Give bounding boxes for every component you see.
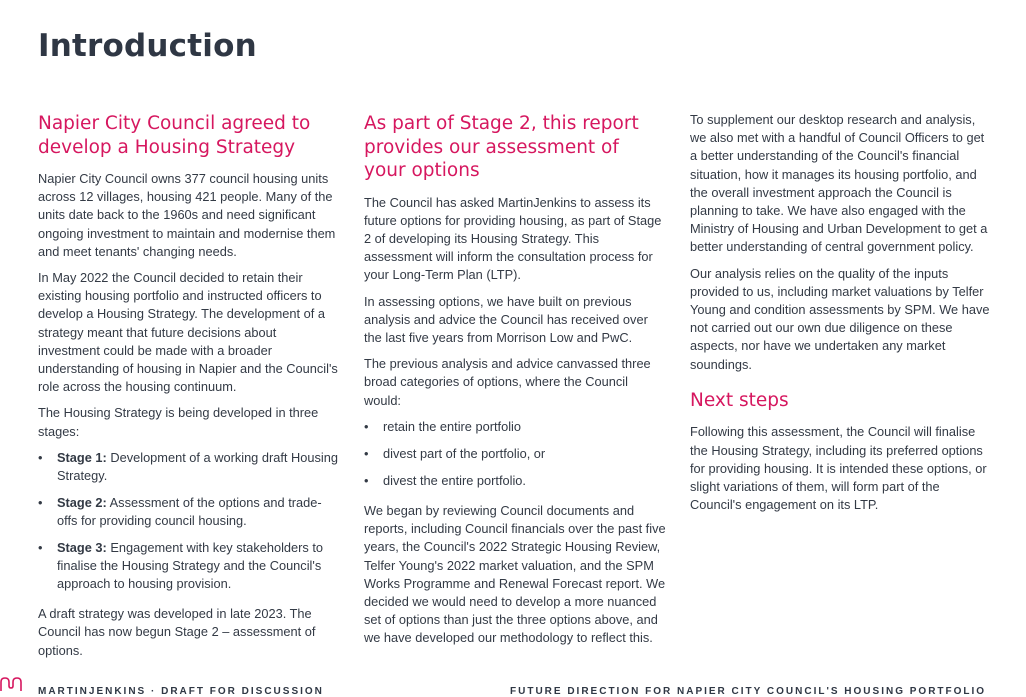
paragraph: In assessing options, we have built on previous analysis and advice the Council has received over the last five years from Morrison Low and PwC.	[364, 293, 648, 345]
footer-right	[510, 683, 1026, 697]
stages-list	[38, 449, 338, 593]
stage-text: Engagement with key stakeholders to finalise the Housing Strategy and the Council's approach to housing provision.	[57, 539, 324, 592]
stage-text: Assessment of the options and trade-offs for providing council housing.	[57, 494, 322, 528]
bullet-dot-icon: •	[38, 539, 43, 555]
column-right	[690, 111, 990, 522]
list-item-option	[364, 418, 666, 436]
stage-label: Stage 3:	[57, 539, 107, 555]
paragraph: The previous analysis and advice canvassed three broad categories of options, where the Council would:	[364, 356, 651, 408]
paragraph: To supplement our desktop research and analysis, we also met with a handful of Council Officers to get a better understanding of the Council's financial situation, how it manages its housing portfolio, and the overall investment approach the Council is planning to take. We have also engaged with the Ministry of Housing and Urban Development to get a better understanding of central government policy.	[690, 112, 988, 255]
paragraph: Our analysis relies on the quality of the inputs provided to us, including market valuations by Telfer Young and condition assessments by SPM. We have not carried out our own due diligence on these aspects, nor have we undertaken any market soundings.	[690, 265, 990, 372]
paragraph: Napier City Council owns 377 council housing units across 12 villages, housing 421 people. Many of the units date back to the 1960s and need significant ongoing investment to maintain and modernise them and meet tenants' changing needs.	[38, 171, 336, 259]
list-item-option	[364, 445, 666, 463]
martinjenkins-logo-icon	[0, 676, 30, 691]
section-heading-housing-strategy: Napier City Council agreed to develop a Housing Strategy	[38, 113, 311, 158]
stage-label: Stage 2:	[57, 494, 107, 510]
footer-left-text: MARTINJENKINS · DRAFT FOR DISCUSSION	[38, 686, 324, 697]
paragraph: In May 2022 the Council decided to retain their existing housing portfolio and instructed officers to develop a Housing Strategy. The development of a strategy meant that future decisions about investment could be made with a broader understanding of housing in Napier and the Council's role across the housing continuum.	[38, 270, 338, 395]
list-item-stage-1	[38, 449, 338, 485]
stage-label: Stage 1:	[57, 449, 107, 465]
bullet-dot-icon: •	[38, 449, 43, 465]
bullet-dot-icon: •	[364, 445, 369, 461]
page-title: Introduction	[38, 28, 257, 64]
column-left	[38, 112, 338, 668]
footer-right-text: FUTURE DIRECTION FOR NAPIER CITY COUNCIL'S HOUSING PORTFOLIO	[510, 686, 987, 697]
footer-left	[0, 676, 340, 697]
stage-text: Development of a working draft Housing Strategy.	[57, 449, 338, 484]
paragraph: Following this assessment, the Council will finalise the Housing Strategy, including its preferred options for providing housing. It is intended these options, or slight variations of them, will form part of the Council's engagement on its LTP.	[690, 424, 987, 513]
column-middle	[364, 112, 666, 656]
option-text: retain the entire portfolio	[383, 418, 522, 434]
paragraph: The Council has asked MartinJenkins to assess its future options for providing housing, as part of Stage 2 of developing its Housing Strategy. This assessment will inform the consultation process for your Long-Term Plan (LTP).	[364, 194, 662, 283]
bullet-dot-icon: •	[38, 494, 43, 510]
option-text: divest part of the portfolio, or	[383, 445, 546, 461]
section-heading-stage-2: As part of Stage 2, this report provides our assessment of your options	[364, 113, 639, 181]
option-text: divest the entire portfolio.	[383, 472, 526, 488]
bullet-dot-icon: •	[364, 472, 369, 488]
list-item-option	[364, 472, 666, 490]
paragraph: We began by reviewing Council documents and reports, including Council financials over the past five years, the Council's 2022 Strategic Housing Review, Telfer Young's 2022 market valuation, and the SPM Works Programme and Renewal Forecast report. We decided we would need to develop a more nuanced set of options than just the three options above, and we have developed our methodology to reflect this.	[364, 502, 666, 646]
options-list	[364, 418, 666, 490]
bullet-dot-icon: •	[364, 418, 369, 434]
paragraph: A draft strategy was developed in late 2023. The Council has now begun Stage 2 – assessment of options.	[38, 606, 316, 658]
paragraph: The Housing Strategy is being developed in three stages:	[38, 405, 319, 439]
section-heading-next-steps: Next steps	[690, 389, 789, 411]
list-item-stage-3	[38, 539, 338, 594]
list-item-stage-2	[38, 494, 338, 530]
